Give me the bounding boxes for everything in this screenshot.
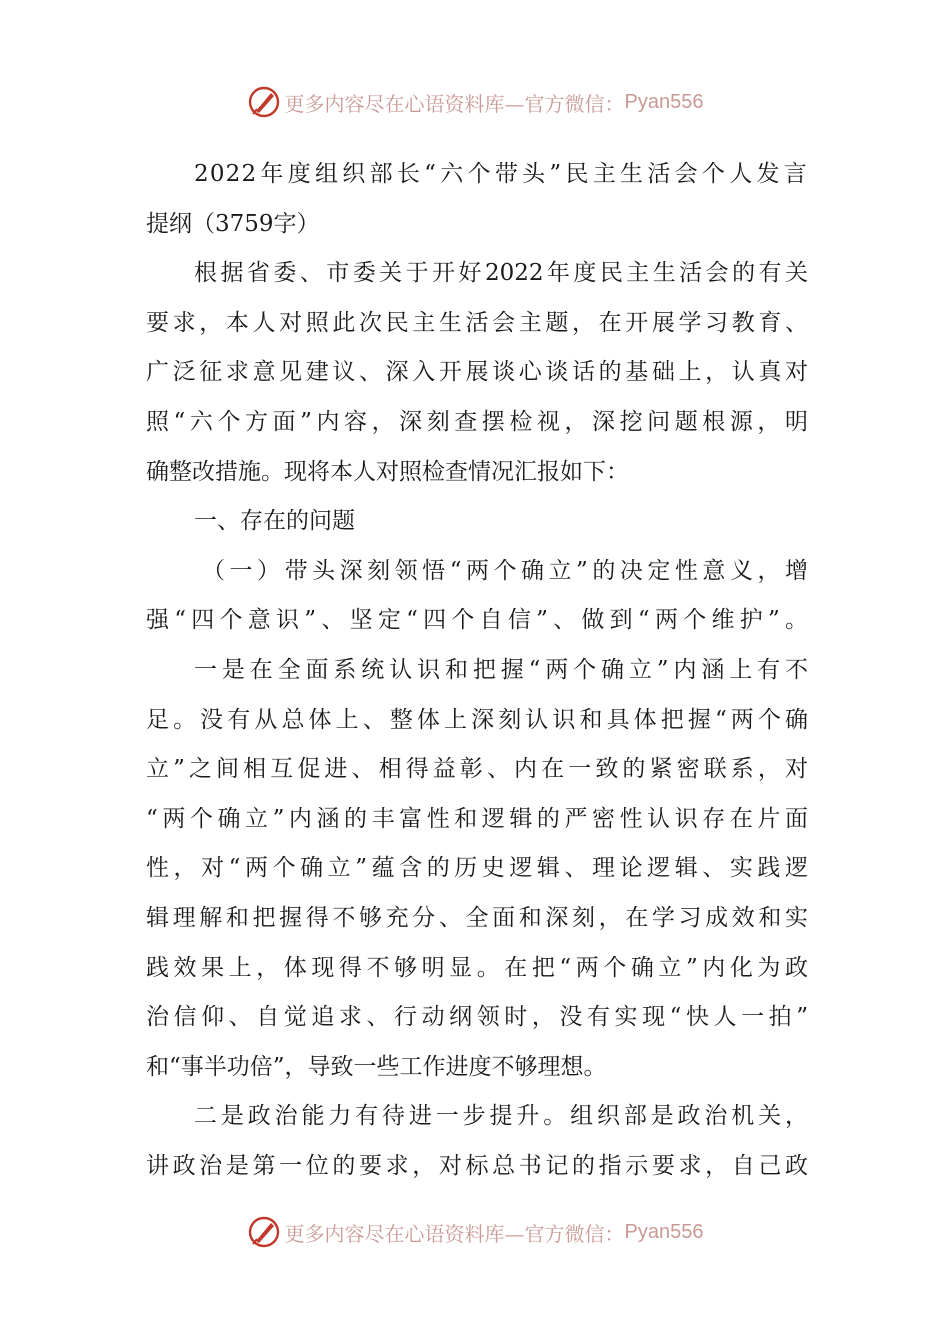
section-heading: 一、存在的问题: [194, 508, 355, 535]
watermark-wechat-id: Pyan556: [624, 1220, 704, 1243]
doc-title-line-1: 2022年度组织部长“六个带头”民主生活会个人发言: [194, 161, 808, 187]
paragraph-line: 治信仰、自觉追求、行动纲领时，没有实现“快人一拍”: [146, 1004, 808, 1031]
paragraph-line: 确整改措施。现将本人对照检查情况汇报如下：: [146, 458, 629, 485]
watermark-wechat-id: Pyan556: [624, 90, 704, 113]
watermark-text: 更多内容尽在心语资料库—官方微信：: [284, 91, 625, 116]
paragraph-line: 践效果上，体现得不够明显。在把“两个确立”内化为政: [146, 954, 808, 981]
paragraph-line: 和“事半功倍”，导致一些工作进度不够理想。: [146, 1053, 607, 1080]
pen-logo-icon: [247, 1215, 281, 1249]
watermark-header: [0, 82, 950, 122]
pen-logo-icon: [247, 85, 281, 119]
paragraph-line: 立”之间相互促进、相得益彰、内在一致的紧密联系，对: [146, 756, 808, 783]
paragraph-line: 辑理解和把握得不够充分、全面和深刻，在学习成效和实: [146, 904, 808, 931]
watermark-text: 更多内容尽在心语资料库—官方微信：: [284, 1221, 625, 1246]
document-body: [146, 150, 808, 1191]
paragraph-line: 广泛征求意见建议、深入开展谈心谈话的基础上，认真对: [146, 359, 808, 386]
paragraph-line: “两个确立”内涵的丰富性和逻辑的严密性认识存在片面: [146, 805, 808, 832]
paragraph-line: 性，对“两个确立”蕴含的历史逻辑、理论逻辑、实践逻: [146, 855, 808, 882]
paragraph-line: 讲政治是第一位的要求，对标总书记的指示要求，自己政: [146, 1152, 808, 1179]
paragraph-line: 照“六个方面”内容，深刻查摆检视，深挖问题根源，明: [146, 408, 808, 435]
paragraph-line: 一是在全面系统认识和把握“两个确立”内涵上有不: [194, 656, 808, 683]
paragraph-line: 足。没有从总体上、整体上深刻认识和具体把握“两个确: [146, 706, 808, 733]
doc-title-line-2: 提纲（3759字）: [146, 210, 320, 237]
subsection-heading: （一）带头深刻领悟“两个确立”的决定性意义，增: [202, 557, 808, 584]
subsection-heading: 强“四个意识”、坚定“四个自信”、做到“两个维护”。: [146, 607, 808, 634]
paragraph-line: 二是政治能力有待进一步提升。组织部是政治机关，: [194, 1103, 808, 1130]
paragraph-line: 要求，本人对照此次民主生活会主题，在开展学习教育、: [146, 309, 808, 336]
watermark-footer: [0, 1212, 950, 1252]
paragraph-line: 根据省委、市委关于开好2022年度民主生活会的有关: [194, 260, 808, 287]
